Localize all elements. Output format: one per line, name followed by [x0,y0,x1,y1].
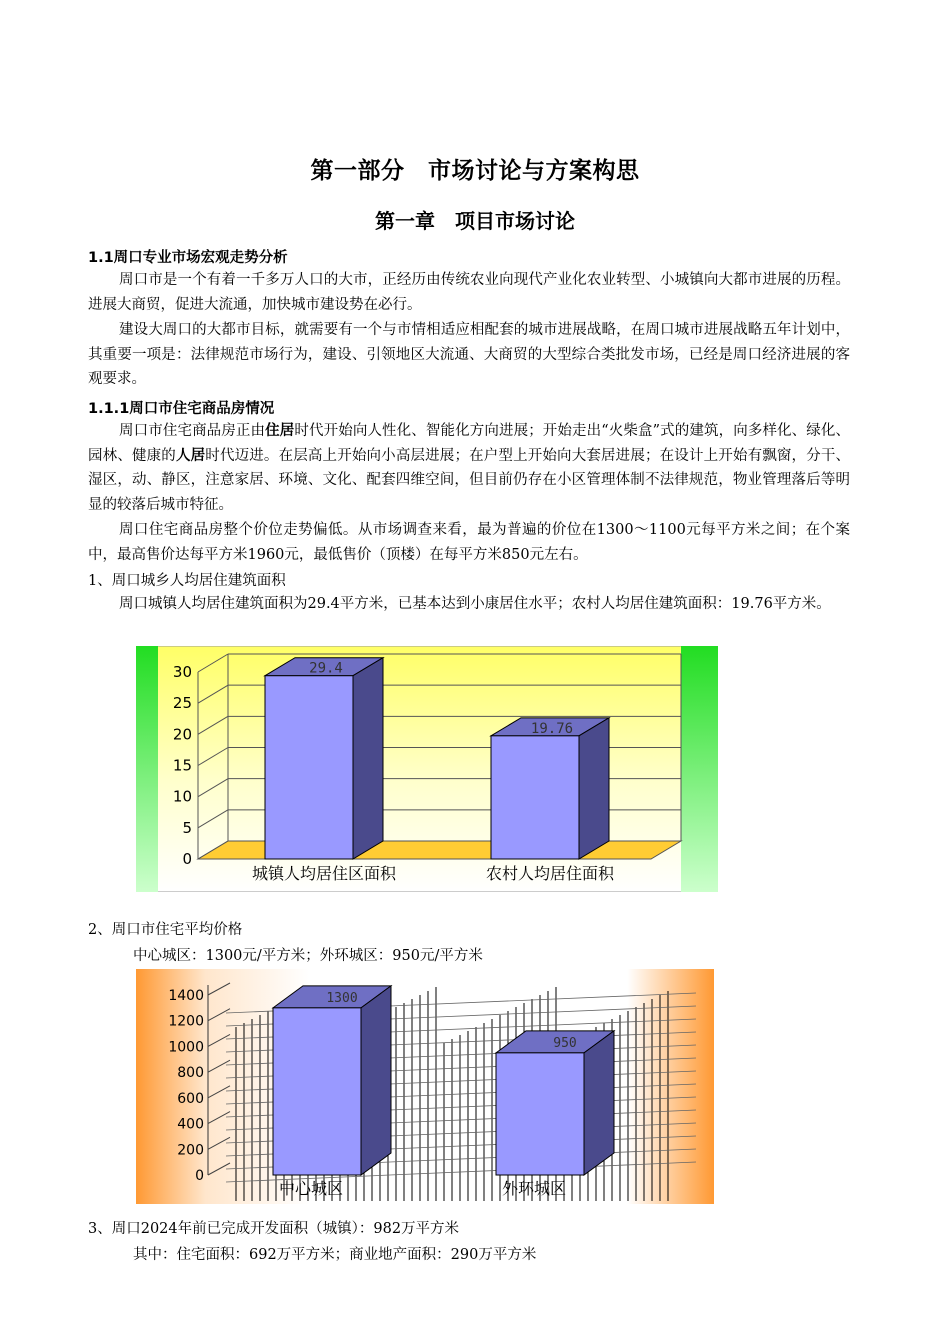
y-tick-label: 30 [172,663,192,681]
section-1-1-1-paragraph-2: 周口住宅商品房整个价位走势偏低。从市场调查来看，最为普遍的价位在1300～1100元每平方米之间；在个案中，最高售价达每平方米1960元，最低售价（顶楼）在每平方米850元左右。 [88,522,850,563]
section-1-1-title: 1.1周口专业市场宏观走势分析 [88,250,288,266]
section-1-1-1-title: 1.1.1周口市住宅商品房情况 [88,401,275,417]
x-tick-label: 中心城区 [278,1179,344,1198]
chart-housing-price-svg [136,969,714,1204]
y-tick-label: 0 [182,850,192,868]
data-label: 1300 [326,990,358,1006]
y-tick-label: 20 [172,725,192,744]
item-2-title: 2、周口市住宅平均价格 [88,922,243,938]
bar [491,736,579,859]
x-tick-label: 外环城区 [501,1179,567,1198]
bar-side [584,1031,614,1175]
item-3-text: 其中：住宅面积：692万平方米；商业地产面积：290万平方米 [133,1247,537,1263]
item-3-title: 3、周口2024年前已完成开发面积（城镇）：982万平方米 [88,1221,460,1237]
y-tick-label: 200 [177,1142,204,1159]
chapter-heading: 第一章 项目市场讨论 [375,209,575,233]
data-label: 29.4 [309,660,343,677]
bold-term-renju: 人居 [175,446,206,464]
section-1-1-paragraph-2: 建设大周口的大都市目标，就需要有一个与市情相适应相配套的城市进展战略，在周口城市进展战略五年计划中，其重要一项是：法律规范市场行为，建设、引领地区大流通、大商贸的大型综合类批发市场，已经是周口经济进展的客观要求。 [88,322,850,387]
y-tick-label: 15 [172,756,192,775]
y-tick-label: 600 [177,1090,204,1107]
y-tick-label: 0 [195,1168,204,1184]
x-tick-label: 城镇人均居住区面积 [251,864,397,883]
y-tick-label: 400 [177,1116,204,1133]
x-tick-label: 农村人均居住面积 [485,864,615,883]
bar-side [361,986,391,1175]
bar-side [353,658,383,859]
bold-term-zhuju: 住居 [265,422,295,439]
data-label: 950 [553,1035,577,1051]
y-tick-label: 5 [182,818,192,837]
y-tick-label: 800 [177,1065,204,1082]
item-1-text: 周口城镇人均居住建筑面积为29.4平方米，已基本达到小康居住水平；农村人均居住建筑面积：19.76平方米。 [119,596,831,612]
data-label: 19.76 [530,720,574,737]
section-1-1-paragraph-1: 周口市是一个有着一千多万人口的大市，正经历由传统农业向现代产业化农业转型、小城镇向大都市进展的历程。进展大商贸，促进大流通，加快城市建设势在必行。 [88,272,850,313]
section-1-1-1-paragraph-1: 周口市住宅商品房正由住居时代开始向人性化、智能化方向进展；开始走出“火柴盒”式的建筑，向多样化、绿化、园林、健康的人居时代迈进。在层高上开始向小高层进展；在户型上开始向大套居进展；在设计上开始有飘窗，分干、湿区，动、静区，注意家居、环境、文化、配套四维空间，但目前仍存在小区管理体制不法律规范，物业管理落后等明显的较落后城市特征。 [88,422,851,513]
y-tick-label: 1000 [168,1039,204,1056]
bar-side [579,718,609,859]
item-1-title: 1、周口城乡人均居住建筑面积 [88,573,286,589]
y-tick-label: 1200 [168,1013,204,1030]
y-tick-label: 25 [172,694,192,713]
chart-living-area [136,646,718,892]
part-heading: 第一部分 市场讨论与方案构思 [310,158,640,184]
bar [265,676,353,859]
item-2-text: 中心城区：1300元/平方米；外环城区：950元/平方米 [133,948,483,964]
y-tick-label: 1400 [168,988,204,1004]
chart-living-area-svg [136,646,718,892]
bar [273,1008,361,1175]
chart-housing-price [136,969,714,1204]
y-tick-label: 10 [172,787,192,806]
bar [496,1053,584,1175]
